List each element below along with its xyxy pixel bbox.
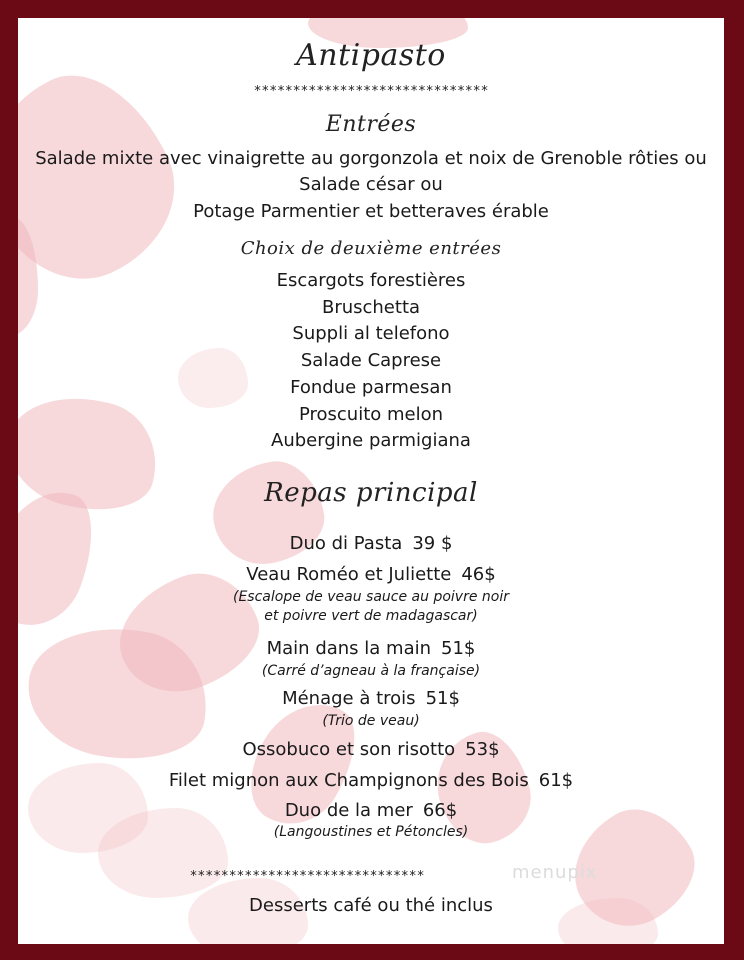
main-dish	[18, 564, 724, 585]
dish-price: 61$	[538, 770, 574, 791]
entree-item: Potage Parmentier et betteraves érable	[193, 201, 549, 222]
menu-content	[18, 18, 724, 944]
dish-name: Ossobuco et son risotto	[242, 739, 456, 760]
dish-description: (Langoustines et Pétoncles)	[273, 824, 469, 840]
second-entree-item: Escargots forestières	[276, 270, 466, 291]
main-course-heading: Repas principal	[264, 478, 478, 508]
separator-top: ******************************	[253, 84, 489, 99]
dish-name: Veau Roméo et Juliette	[246, 564, 452, 585]
watermark-logo: menupix	[512, 862, 598, 883]
dish-name: Main dans la main	[266, 638, 432, 659]
main-dish	[18, 770, 724, 791]
menu-footer: Desserts café ou thé inclus	[249, 895, 493, 916]
dish-name: Filet mignon aux Champignons des Bois	[168, 770, 529, 791]
second-entree-item: Salade Caprese	[300, 350, 442, 371]
menu-title: Antipasto	[296, 38, 446, 73]
dish-description: (Escalope de veau sauce au poivre noir	[233, 589, 509, 605]
dish-price: 66$	[422, 800, 458, 821]
main-dish	[18, 739, 724, 760]
dish-description: (Trio de veau)	[322, 713, 420, 729]
second-entree-item: Aubergine parmigiana	[271, 430, 471, 451]
dish-price: 39 $	[412, 533, 453, 554]
dish-name: Duo di Pasta	[289, 533, 403, 554]
dish-price: 51$	[441, 638, 476, 659]
separator-bottom: ******************************	[189, 869, 425, 884]
second-entrees-heading: Choix de deuxième entrées	[240, 238, 502, 259]
dish-description: (Carré d’agneau à la française)	[261, 663, 481, 679]
main-dish	[18, 638, 724, 659]
second-entree-item: Fondue parmesan	[290, 377, 452, 398]
dish-description: et poivre vert de madagascar)	[264, 608, 478, 624]
main-dish	[18, 800, 724, 821]
main-dish	[18, 688, 724, 709]
second-entree-item: Bruschetta	[321, 297, 421, 318]
second-entree-item: Proscuito melon	[298, 404, 444, 425]
dish-price: 46$	[461, 564, 496, 585]
dish-price: 53$	[465, 739, 500, 760]
main-dish	[18, 533, 724, 554]
entrees-heading: Entrées	[325, 112, 417, 137]
dish-name: Ménage à trois	[282, 688, 416, 709]
menu-page	[18, 18, 724, 944]
dish-price: 51$	[425, 688, 460, 709]
dish-name: Duo de la mer	[284, 800, 413, 821]
entree-item: Salade mixte avec vinaigrette au gorgonzola et noix de Grenoble rôties ou	[35, 148, 707, 169]
entree-item: Salade césar ou	[299, 174, 443, 195]
second-entree-item: Suppli al telefono	[292, 323, 450, 344]
